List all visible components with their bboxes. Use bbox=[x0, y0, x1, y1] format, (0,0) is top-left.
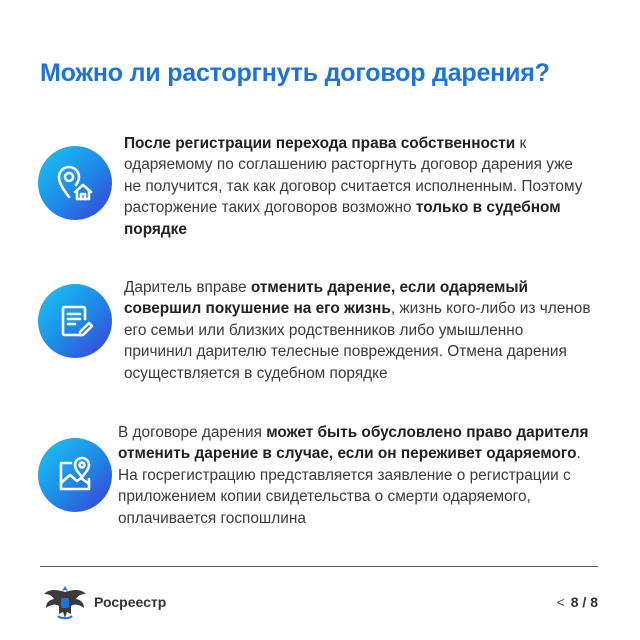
emphasis-text: отменить дарение, если одаряемый совершил покушение на его жизнь bbox=[124, 279, 528, 318]
page-indicator: 8 / 8 bbox=[570, 594, 598, 610]
body-text: , жизнь кого-либо из членов его семьи или близких родственников либо умышленно причинил дарителю телесные повреждения. Отмена дарения осуществляется в судебном порядке bbox=[124, 300, 591, 382]
document-edit-icon bbox=[38, 284, 112, 358]
body-text: . На госрегистрацию представляется заявление о регистрации с приложением копии свидетельства о смерти одаряемого, оплачивается госпошлина bbox=[118, 445, 581, 527]
body-text: Даритель вправе bbox=[124, 279, 251, 296]
page-title: Можно ли расторгнуть договор дарения? bbox=[40, 59, 550, 87]
brand-name: Росреестр bbox=[94, 594, 167, 610]
footer-divider bbox=[40, 566, 598, 567]
block-text-2 bbox=[124, 277, 592, 384]
emphasis-text: только в судебном порядке bbox=[124, 199, 561, 238]
location-home-icon bbox=[38, 146, 112, 220]
map-pin-icon bbox=[38, 438, 112, 512]
pagination bbox=[557, 594, 598, 610]
emphasis-text: После регистрации перехода права собственности bbox=[124, 135, 516, 152]
emblem-icon bbox=[40, 582, 90, 622]
body-text: В договоре дарения bbox=[118, 424, 267, 441]
emphasis-text: может быть обусловлено право дарителя отменить дарение в случае, если он переживет одаряемого bbox=[118, 424, 589, 463]
previous-page-button[interactable]: < bbox=[556, 594, 565, 610]
body-text: к одаряемому по соглашению расторгнуть договор дарения уже не получится, так как договор считается исполненным. Поэтому расторжение таких договоров возможно bbox=[124, 135, 583, 217]
footer-logo bbox=[40, 582, 166, 622]
block-text-1 bbox=[124, 133, 584, 240]
block-text-3 bbox=[118, 422, 602, 529]
